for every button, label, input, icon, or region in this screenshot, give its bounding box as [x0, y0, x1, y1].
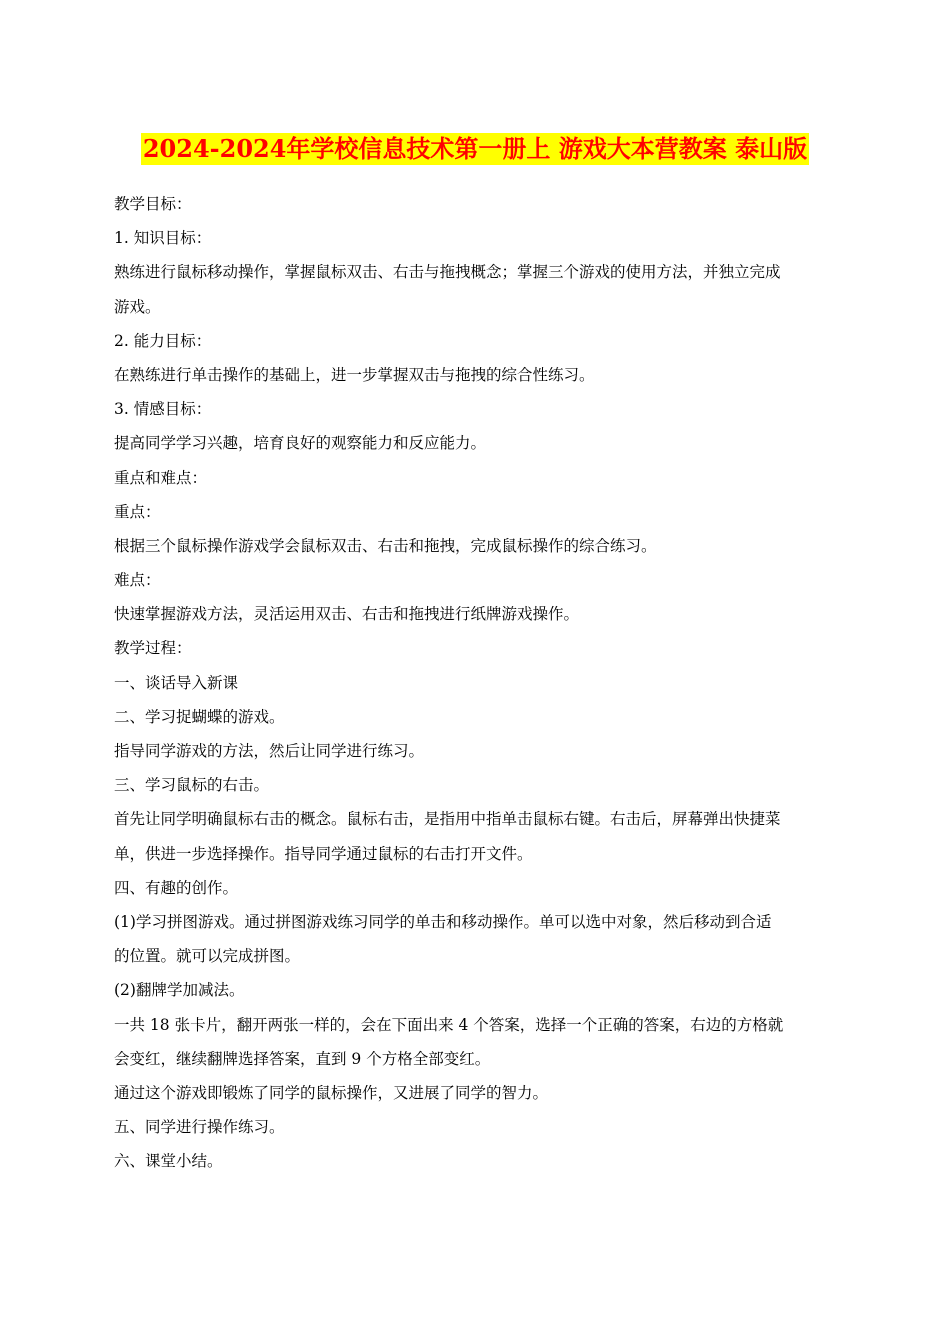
text-line: 重点：	[114, 502, 161, 521]
document-title: 2024-2024年学校信息技术第一册上 游戏大本营教案 泰山版	[142, 134, 808, 163]
text-line: 二、学习捉蝴蝶的游戏。	[114, 707, 285, 726]
text-line: 一、谈话导入新课	[114, 673, 239, 692]
text-line: 在熟练进行单击操作的基础上，进一步掌握双击与拖拽的综合性练习。	[114, 365, 595, 384]
text-line: 2. 能力目标：	[114, 331, 212, 350]
text-line: 指导同学游戏的方法，然后让同学进行练习。	[114, 742, 425, 760]
document-body	[114, 187, 838, 1178]
text-line: 的位置。就可以完成拼图。	[114, 947, 301, 966]
text-line: 通过这个游戏即锻炼了同学的鼠标操作，又进展了同学的智力。	[114, 1083, 549, 1102]
text-line: 1. 知识目标：	[114, 229, 212, 248]
text-line: 教学目标：	[114, 195, 192, 213]
text-line: 快速掌握游戏方法，灵活运用双击、右击和拖拽进行纸牌游戏操作。	[114, 605, 580, 624]
text-line: 根据三个鼠标操作游戏学会鼠标双击、右击和拖拽，完成鼠标操作的综合练习。	[114, 536, 657, 555]
text-line: 难点：	[114, 571, 161, 590]
text-line: 四、有趣的创作。	[114, 878, 239, 897]
text-line: (2)翻牌学加减法。	[114, 981, 245, 1000]
text-line: 会变红，继续翻牌选择答案，直到 9 个方格全部变红。	[114, 1049, 491, 1068]
title-wrap	[0, 133, 950, 165]
text-line: 3. 情感目标：	[114, 400, 212, 419]
text-line: (1)学习拼图游戏。通过拼图游戏练习同学的单击和移动操作。单可以选中对象，然后移动到合适	[114, 912, 772, 931]
text-line: 五、同学进行操作练习。	[114, 1118, 285, 1137]
text-line: 六、课堂小结。	[114, 1152, 223, 1171]
text-line: 首先让同学明确鼠标右击的概念。鼠标右击，是指用中指单击鼠标右键。右击后，屏幕弹出快捷菜	[114, 810, 781, 829]
text-line: 单，供进一步选择操作。指导同学通过鼠标的右击打开文件。	[114, 844, 533, 863]
text-line: 提高同学学习兴趣，培育良好的观察能力和反应能力。	[114, 434, 487, 453]
text-line: 一共 18 张卡片，翻开两张一样的，会在下面出来 4 个答案，选择一个正确的答案，右边的方格就	[114, 1015, 784, 1034]
text-line: 熟练进行鼠标移动操作，掌握鼠标双击、右击与拖拽概念；掌握三个游戏的使用方法，并独立完成	[114, 263, 781, 282]
text-line: 三、学习鼠标的右击。	[114, 776, 270, 795]
text-line: 游戏。	[114, 297, 161, 316]
text-line: 重点和难点：	[114, 468, 208, 487]
text-line: 教学过程：	[114, 639, 192, 658]
